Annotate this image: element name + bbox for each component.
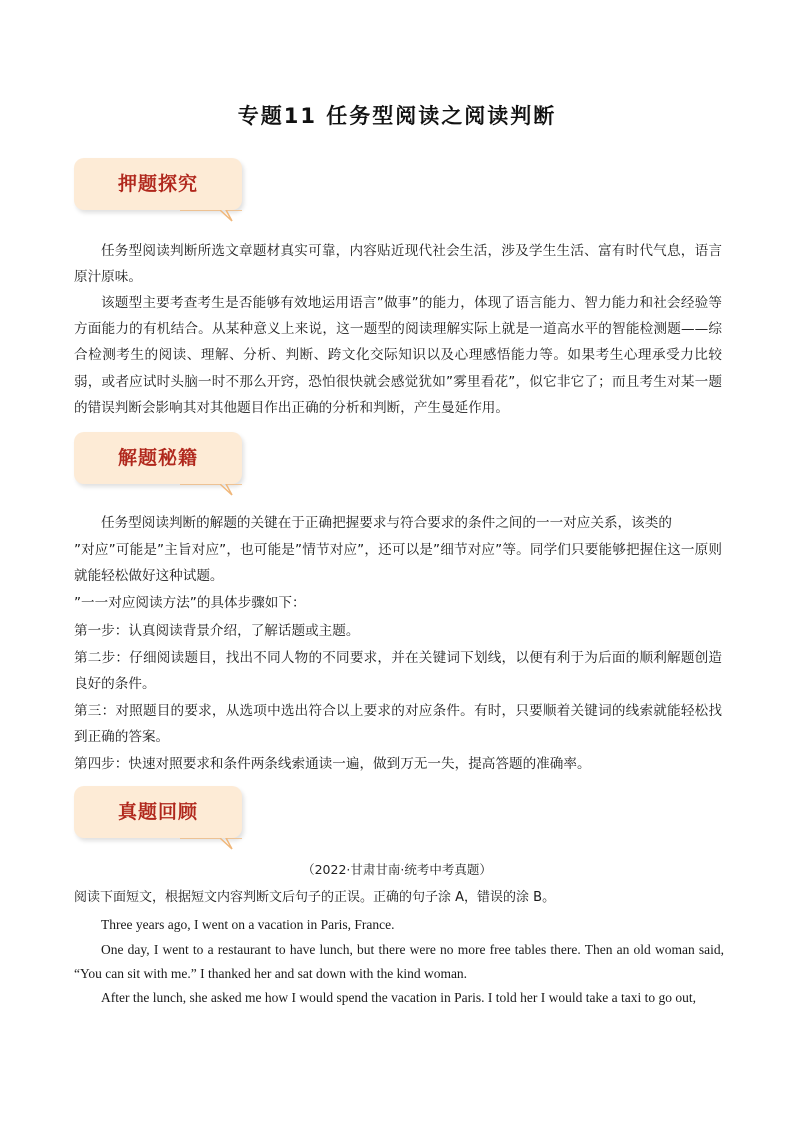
section-banner-secrets xyxy=(74,432,242,484)
banner-tail-decoration xyxy=(180,210,242,222)
steps-title: ”一一对应阅读方法”的具体步骤如下： xyxy=(74,595,306,611)
secrets-intro-continued: ”对应”可能是”主旨对应”，也可能是”情节对应”，还可以是”细节对应”等。同学们只要能够把握住这一原则就能轻松做好这种试题。 xyxy=(74,542,722,585)
passage-paragraph-1: Three years ago, I went on a vacation in Paris, France. xyxy=(101,917,395,932)
page-title: 专题11 任务型阅读之阅读判断 xyxy=(237,104,557,128)
section-banner-label: 真题回顾 xyxy=(117,801,198,823)
step-1: 第一步：认真阅读背景介绍，了解话题或主题。 xyxy=(74,623,360,639)
step-3: 第三：对照题目的要求，从选项中选出符合以上要求的对应条件。有时，只要顺着关键词的线索就能轻松找到正确的答案。 xyxy=(74,703,722,746)
section-banner-explore xyxy=(74,158,242,210)
passage-paragraph-2: One day, I went to a restaurant to have lunch, but there were no more free tables there. Then an old woman said, “You can sit with me.” I thanked her and sat down with the kind woman. xyxy=(74,942,724,981)
exam-source: （2022·甘肃甘南·统考中考真题） xyxy=(302,862,492,877)
passage-paragraph-3: After the lunch, she asked me how I would spend the vacation in Paris. I told her I would take a taxi to go out, xyxy=(101,990,696,1005)
secrets-intro-line: 任务型阅读判断的解题的关键在于正确把握要求与符合要求的条件之间的一一对应关系，该类的 xyxy=(101,515,672,531)
section-banner-review xyxy=(74,786,242,838)
banner-tail-decoration xyxy=(180,484,242,496)
explore-paragraph-2: 该题型主要考查考生是否能够有效地运用语言”做事”的能力，体现了语言能力、智力能力和社会经验等方面能力的有机结合。从某种意义上来说，这一题型的阅读理解实际上就是一道高水平的智能检测题——综合检测考生的阅读、理解、分析、判断、跨文化交际知识以及心理感悟能力等。如果考生心理承受力比较弱，或者应试时头脑一时不那么开窍，恐怕很快就会感觉犹如”雾里看花”，似它非它了；而且考生对某一题的错误判断会影响其对其他题目作出正确的分析和判断，产生曼延作用。 xyxy=(74,295,722,416)
step-4: 第四步：快速对照要求和条件两条线索通读一遍，做到万无一失，提高答题的准确率。 xyxy=(74,756,591,772)
section-banner-label: 解题秘籍 xyxy=(117,447,198,469)
section-banner-label: 押题探究 xyxy=(117,173,198,195)
explore-paragraph-1: 任务型阅读判断所选文章题材真实可靠，内容贴近现代社会生活，涉及学生生活、富有时代气息，语言原汁原味。 xyxy=(74,243,722,286)
step-2: 第二步：仔细阅读题目，找出不同人物的不同要求，并在关键词下划线，以便有利于为后面的顺利解题创造良好的条件。 xyxy=(74,650,722,693)
reading-instruction: 阅读下面短文，根据短文内容判断文后句子的正误。正确的句子涂 A，错误的涂 B。 xyxy=(74,890,556,905)
banner-tail-decoration xyxy=(180,838,242,850)
